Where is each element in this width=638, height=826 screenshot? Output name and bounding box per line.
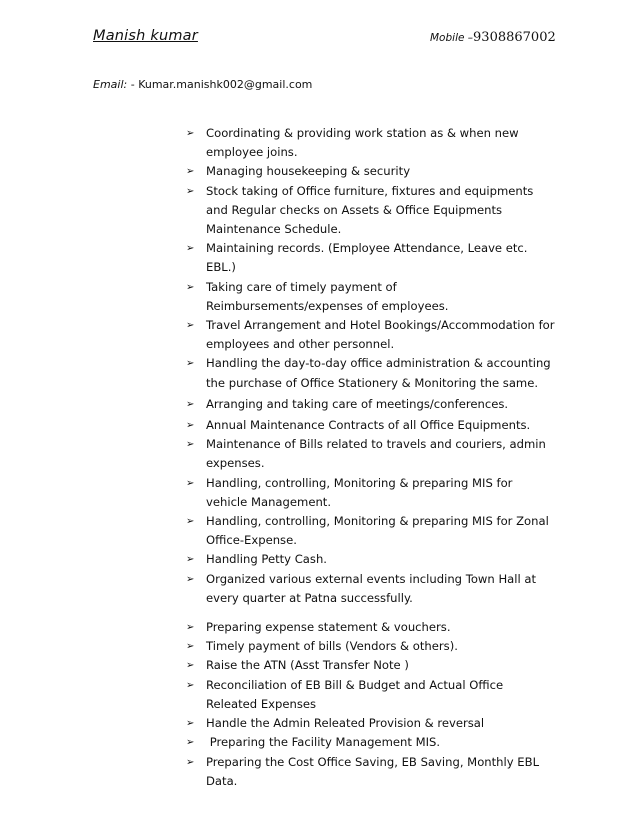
list-item <box>186 714 556 733</box>
arrow-bullet-icon: ➢ <box>186 718 195 730</box>
duty-text: Maintenance of Bills related to travels and couriers, admin expenses. <box>206 437 546 471</box>
arrow-bullet-icon: ➢ <box>186 185 195 197</box>
email-separator: - <box>127 78 139 91</box>
duty-text: Travel Arrangement and Hotel Bookings/Accommodation for employees and other personnel. <box>206 318 555 352</box>
duty-text: Managing housekeeping & security <box>206 164 411 179</box>
list-item <box>186 512 556 550</box>
duty-text: Handling the day-to-day office administration & accounting the purchase of Office Stationery & Monitoring the same. <box>206 356 551 390</box>
list-item <box>186 316 556 354</box>
duty-text: Preparing the Facility Management MIS. <box>206 735 441 750</box>
duty-text: Handle the Admin Releated Provision & reversal <box>206 716 485 731</box>
list-item <box>186 656 556 675</box>
list-item <box>186 570 556 608</box>
duty-text: Reconciliation of EB Bill & Budget and Actual Office Releated Expenses <box>206 677 504 711</box>
duty-text: Maintaining records. (Employee Attendance, Leave etc. EBL.) <box>206 241 528 275</box>
arrow-bullet-icon: ➢ <box>186 281 195 293</box>
list-item <box>186 435 556 473</box>
email-label: Email: <box>93 78 128 91</box>
arrow-bullet-icon: ➢ <box>186 737 195 749</box>
duty-text: Annual Maintenance Contracts of all Office Equipments. <box>206 418 531 433</box>
arrow-bullet-icon: ➢ <box>186 128 195 139</box>
arrow-bullet-icon: ➢ <box>186 554 195 566</box>
email-line <box>93 78 312 91</box>
header-name: Manish kumar <box>93 28 198 44</box>
list-item <box>186 182 556 240</box>
duty-text: Timely payment of bills (Vendors & others). <box>206 639 458 654</box>
list-item <box>186 637 556 656</box>
arrow-bullet-icon: ➢ <box>186 477 195 489</box>
duty-text: Taking care of timely payment of Reimbursements/expenses of employees. <box>206 279 449 313</box>
list-item <box>186 416 556 435</box>
list-item <box>186 733 556 752</box>
arrow-bullet-icon: ➢ <box>186 756 195 768</box>
arrow-bullet-icon: ➢ <box>186 679 195 691</box>
duties-list <box>186 124 556 791</box>
mobile-number: 9308867002 <box>473 30 556 45</box>
duty-text: Handling Petty Cash. <box>206 552 327 567</box>
arrow-bullet-icon: ➢ <box>186 439 195 451</box>
list-item <box>186 676 556 714</box>
duty-text: Preparing the Cost Office Saving, EB Saving, Monthly EBL Data. <box>206 754 540 788</box>
duty-text: Stock taking of Office furniture, fixtures and equipments and Regular checks on Assets & Office Equipments Maintenance Schedule. <box>206 183 534 237</box>
duty-text: Coordinating & providing work station as & when new employee joins. <box>206 126 519 160</box>
arrow-bullet-icon: ➢ <box>186 420 195 432</box>
arrow-bullet-icon: ➢ <box>186 398 195 410</box>
list-item <box>186 550 556 569</box>
arrow-bullet-icon: ➢ <box>186 660 195 672</box>
duty-text: Arranging and taking care of meetings/conferences. <box>206 396 509 411</box>
arrow-bullet-icon: ➢ <box>186 320 195 332</box>
duty-text: Organized various external events including Town Hall at every quarter at Patna successfully. <box>206 571 537 605</box>
arrow-bullet-icon: ➢ <box>186 358 195 370</box>
list-item <box>186 474 556 512</box>
duty-text: Handling, controlling, Monitoring & preparing MIS for Zonal Office-Expense. <box>206 514 549 548</box>
header-mobile <box>430 30 556 45</box>
list-item <box>186 618 556 637</box>
arrow-bullet-icon: ➢ <box>186 622 195 634</box>
list-item <box>186 124 556 162</box>
list-item <box>186 162 556 181</box>
list-item <box>186 278 556 316</box>
arrow-bullet-icon: ➢ <box>186 166 195 178</box>
list-item <box>186 354 556 392</box>
mobile-label: Mobile – <box>430 32 474 44</box>
arrow-bullet-icon: ➢ <box>186 243 195 255</box>
list-item <box>186 395 556 414</box>
duty-text: Raise the ATN (Asst Transfer Note ) <box>206 658 409 673</box>
duty-text: Preparing expense statement & vouchers. <box>206 620 451 635</box>
arrow-bullet-icon: ➢ <box>186 641 195 653</box>
email-value: Kumar.manishk002@gmail.com <box>138 78 313 91</box>
arrow-bullet-icon: ➢ <box>186 516 195 528</box>
arrow-bullet-icon: ➢ <box>186 573 195 585</box>
list-item <box>186 753 556 791</box>
list-item <box>186 239 556 277</box>
duty-text: Handling, controlling, Monitoring & preparing MIS for vehicle Management. <box>206 475 513 509</box>
